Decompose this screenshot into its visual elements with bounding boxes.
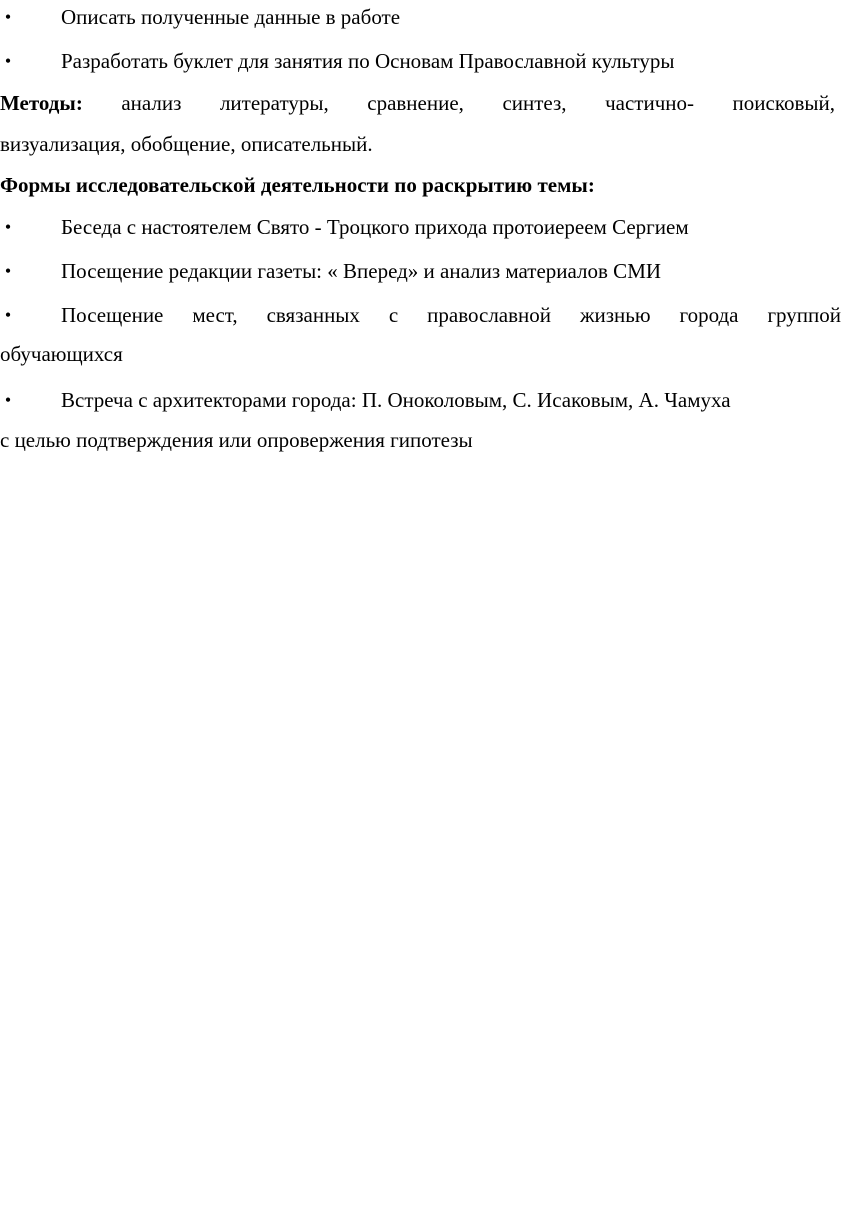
list-item-text bbox=[61, 300, 841, 330]
bullet-icon: • bbox=[4, 261, 12, 281]
list-word: Посещение bbox=[61, 303, 164, 327]
list-item bbox=[0, 256, 816, 286]
methods-label: Методы: bbox=[0, 91, 83, 115]
list-item bbox=[0, 300, 841, 330]
methods-paragraph bbox=[0, 88, 835, 118]
methods-word: сравнение, bbox=[367, 91, 464, 115]
list-word: православной bbox=[427, 303, 552, 327]
bullet-icon: • bbox=[4, 390, 12, 410]
list-item-text: Беседа с настоятелем Свято - Троцкого прихода протоиереем Сергием bbox=[61, 215, 689, 239]
list-word: группой bbox=[767, 303, 841, 327]
list-item-text: Описать полученные данные в работе bbox=[61, 5, 401, 29]
list-word: связанных bbox=[266, 303, 360, 327]
methods-word: литературы, bbox=[219, 91, 329, 115]
section-heading bbox=[0, 170, 816, 200]
list-item bbox=[0, 2, 816, 32]
bullet-icon: • bbox=[4, 305, 12, 325]
list-item bbox=[0, 212, 816, 242]
methods-continuation: визуализация, обобщение, описательный. bbox=[0, 132, 373, 156]
methods-word: частично- bbox=[605, 91, 695, 115]
list-item-text: Посещение редакции газеты: « Вперед» и анализ материалов СМИ bbox=[61, 259, 662, 283]
list-word: с bbox=[388, 303, 399, 327]
list-item-text: Встреча с архитекторами города: П. Оноколовым, С. Исаковым, А. Чамуха bbox=[61, 388, 731, 412]
methods-word: поисковый, bbox=[732, 91, 835, 115]
bullet-icon: • bbox=[4, 51, 12, 71]
methods-word: анализ bbox=[121, 91, 182, 115]
list-item bbox=[0, 46, 816, 76]
methods-word: синтез, bbox=[502, 91, 567, 115]
bullet-icon: • bbox=[4, 7, 12, 27]
bullet-icon: • bbox=[4, 217, 12, 237]
list-item-continuation: с целью подтверждения или опровержения гипотезы bbox=[0, 428, 473, 452]
list-word: мест, bbox=[192, 303, 238, 327]
list-item bbox=[0, 385, 816, 415]
list-item-continuation: обучающихся bbox=[0, 342, 123, 366]
list-item-text: Разработать буклет для занятия по Основам Православной культуры bbox=[61, 49, 675, 73]
list-word: города bbox=[679, 303, 739, 327]
list-word: жизнью bbox=[579, 303, 651, 327]
forms-heading: Формы исследовательской деятельности по раскрытию темы: bbox=[0, 173, 595, 197]
